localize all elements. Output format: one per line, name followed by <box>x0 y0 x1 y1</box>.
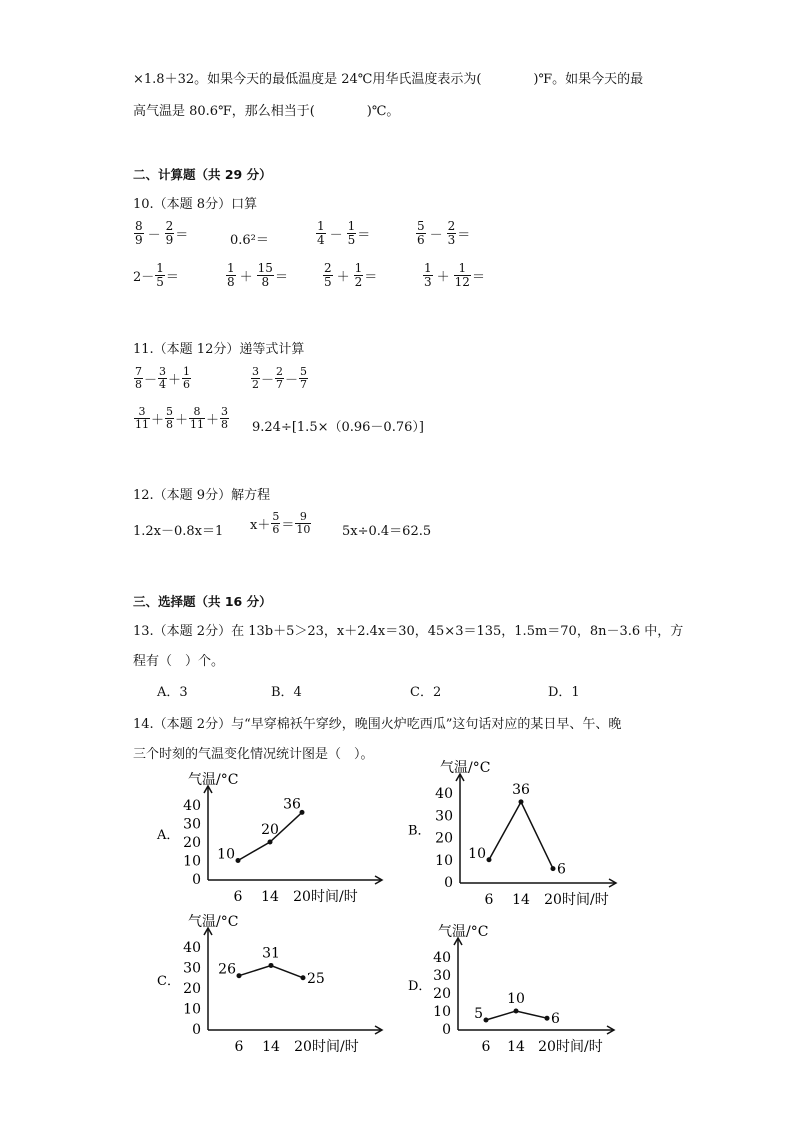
q12-title: 12.（本题 9分）解方程 <box>133 488 271 503</box>
chart-b-option-label: B． <box>408 823 431 839</box>
chart-b-x-label: 时间/时 <box>562 892 609 908</box>
q14-line-2: 三个时刻的气温变化情况统计图是（ ）。 <box>133 747 374 762</box>
chart-c-x-tick: 20 <box>294 1039 312 1055</box>
chart-c-y-label: 气温/°C <box>188 914 239 930</box>
q13-option-b[interactable]: B．4 <box>271 685 302 700</box>
q10-expr-8: $\frac{1}{3}$ ＋ $\frac{1}{12}$ ＝ <box>424 261 485 289</box>
chart-d-option-label: D． <box>408 979 432 994</box>
q10-expr-5: 2－ $\frac{1}{5}$ ＝ <box>133 261 179 289</box>
chart-a-y-tick: 40 <box>183 798 201 814</box>
chart-d-x-label: 时间/时 <box>556 1039 603 1055</box>
chart-b-x-tick: 14 <box>512 892 530 908</box>
chart-b-data-label: 10 <box>468 845 486 862</box>
chart-c-y-tick: 20 <box>183 981 201 997</box>
chart-c-point <box>301 975 306 980</box>
chart-d-data-label: 10 <box>507 991 525 1007</box>
chart-a-data-label: 10 <box>217 846 235 863</box>
q12-expr-1: 1.2x－0.8x＝1 <box>133 524 224 539</box>
q14-line-1: 14.（本题 2分）与“早穿棉袄午穿纱，晚围火炉吃西瓜”这句话对应的某日早、午、晚 <box>133 717 622 732</box>
chart-b-y-tick: 40 <box>435 786 453 802</box>
chart-b-point <box>487 857 492 862</box>
chart-d-point <box>545 1016 550 1021</box>
chart-c-data-label: 25 <box>307 970 325 987</box>
chart-d-y-tick: 40 <box>433 950 451 966</box>
chart-d-point <box>484 1018 489 1023</box>
chart-d-data-label: 6 <box>551 1011 560 1028</box>
chart-c-y-tick: 0 <box>192 1022 201 1038</box>
chart-b-point <box>519 799 524 804</box>
intro-line-1: ×1.8＋32。如果今天的最低温度是 24℃用华氏温度表示为( )℉。如果今天的最 <box>133 72 644 87</box>
chart-a-x-tick: 20 <box>293 889 311 905</box>
chart-a-y-label: 气温/°C <box>188 772 239 788</box>
chart-b-data-label: 6 <box>557 861 566 878</box>
chart-d-y-tick: 20 <box>433 986 451 1002</box>
chart-a-y-tick: 20 <box>183 835 201 851</box>
q11-expr-4: 9.24÷[1.5×（0.96－0.76）] <box>252 420 424 435</box>
chart-b-x-tick: 6 <box>484 892 494 908</box>
chart-b-y-tick: 10 <box>435 852 453 869</box>
chart-d-y-tick: 30 <box>433 968 451 984</box>
q12-expr-3: 5x÷0.4＝62.5 <box>342 524 432 539</box>
chart-a-x-tick: 14 <box>261 889 279 905</box>
chart-c-point <box>269 963 274 968</box>
chart-c-option-label: C． <box>157 974 180 989</box>
q10-expr-7: $\frac{2}{5}$ ＋ $\frac{1}{2}$ ＝ <box>324 261 378 289</box>
chart-a-y-tick: 10 <box>183 853 201 870</box>
q12-expr-2: x＋ $\frac{5}{6}$ ＝ $\frac{9}{10}$ <box>250 510 311 536</box>
chart-d-data-label: 5 <box>474 1006 483 1022</box>
chart-d-y-label: 气温/°C <box>438 924 489 940</box>
q13-line-2: 程有（ ）个。 <box>133 654 225 669</box>
section-2-title: 二、计算题（共 29 分） <box>133 167 272 182</box>
q10-expr-2: 0.6²＝ <box>230 233 269 248</box>
chart-c-x-label: 时间/时 <box>312 1039 359 1055</box>
q13-option-d[interactable]: D．1 <box>548 685 580 700</box>
chart-a-point <box>268 840 273 845</box>
intro-line-2: 高气温是 80.6℉，那么相当于( )℃。 <box>133 104 400 119</box>
chart-a-data-label: 36 <box>283 796 301 813</box>
chart-c-data-label: 31 <box>262 945 280 962</box>
q11-expr-3: $\frac{3}{11}$ ＋ $\frac{5}{8}$ ＋ $\frac{8}{11}$ ＋ $\frac{3}{8}$ <box>135 405 229 431</box>
chart-d-point <box>514 1009 519 1014</box>
chart-b-series-line <box>489 802 553 869</box>
q11-title: 11.（本题 12分）递等式计算 <box>133 342 305 357</box>
q10-expr-1: $\frac{8}{9}$ － $\frac{2}{9}$ ＝ <box>135 219 189 247</box>
chart-c-y-tick: 10 <box>183 1001 201 1018</box>
chart-c-data-label: 26 <box>218 961 236 978</box>
chart-a-x-label: 时间/时 <box>311 889 358 905</box>
chart-c-y-tick: 40 <box>183 940 201 956</box>
section-3-title: 三、选择题（共 16 分） <box>133 594 272 609</box>
q10-expr-6: $\frac{1}{8}$ ＋ $\frac{15}{8}$ ＝ <box>227 261 288 289</box>
q10-expr-3: $\frac{1}{4}$ － $\frac{1}{5}$ ＝ <box>317 219 371 247</box>
chart-a-x-tick: 6 <box>233 889 243 905</box>
chart-b-y-tick: 30 <box>435 808 453 825</box>
chart-c-x-tick: 6 <box>234 1039 244 1055</box>
chart-a-y-tick: 30 <box>183 816 201 833</box>
chart-a-y-tick: 0 <box>192 872 201 888</box>
q11-expr-2: $\frac{3}{2}$ － $\frac{2}{7}$ － $\frac{5}{7}$ <box>252 365 308 391</box>
chart-a-data-label: 20 <box>261 822 279 838</box>
q13-option-c[interactable]: C．2 <box>410 685 442 700</box>
chart-a-point <box>236 858 241 863</box>
chart-c-x-tick: 14 <box>262 1039 280 1055</box>
chart-b-y-label: 气温/°C <box>440 760 491 776</box>
chart-d-x-tick: 20 <box>538 1039 556 1055</box>
chart-d-x-tick: 14 <box>507 1039 525 1055</box>
q11-expr-1: $\frac{7}{8}$ － $\frac{3}{4}$ ＋ $\frac{1}{6}$ <box>135 365 191 391</box>
q10-expr-4: $\frac{5}{6}$ － $\frac{2}{3}$ ＝ <box>417 219 471 247</box>
chart-b-y-tick: 20 <box>435 830 453 847</box>
chart-b-x-tick: 20 <box>544 892 562 908</box>
q13-line-1: 13.（本题 2分）在 13b＋5＞23，x＋2.4x＝30，45×3＝135，1.5m＝70，8n－3.6 中，方 <box>133 624 684 639</box>
chart-d-y-tick: 10 <box>433 1004 451 1020</box>
q13-option-a[interactable]: A．3 <box>157 685 188 700</box>
chart-b-data-label: 36 <box>512 781 530 798</box>
chart-b-point <box>551 866 556 871</box>
q10-title: 10.（本题 8分）口算 <box>133 197 258 212</box>
chart-b-y-tick: 0 <box>444 875 453 891</box>
chart-d-x-tick: 6 <box>481 1039 491 1055</box>
chart-c-point <box>237 973 242 978</box>
chart-a-option-label: A． <box>157 828 180 843</box>
chart-c-y-tick: 30 <box>183 960 201 977</box>
chart-d-y-tick: 0 <box>442 1022 451 1038</box>
